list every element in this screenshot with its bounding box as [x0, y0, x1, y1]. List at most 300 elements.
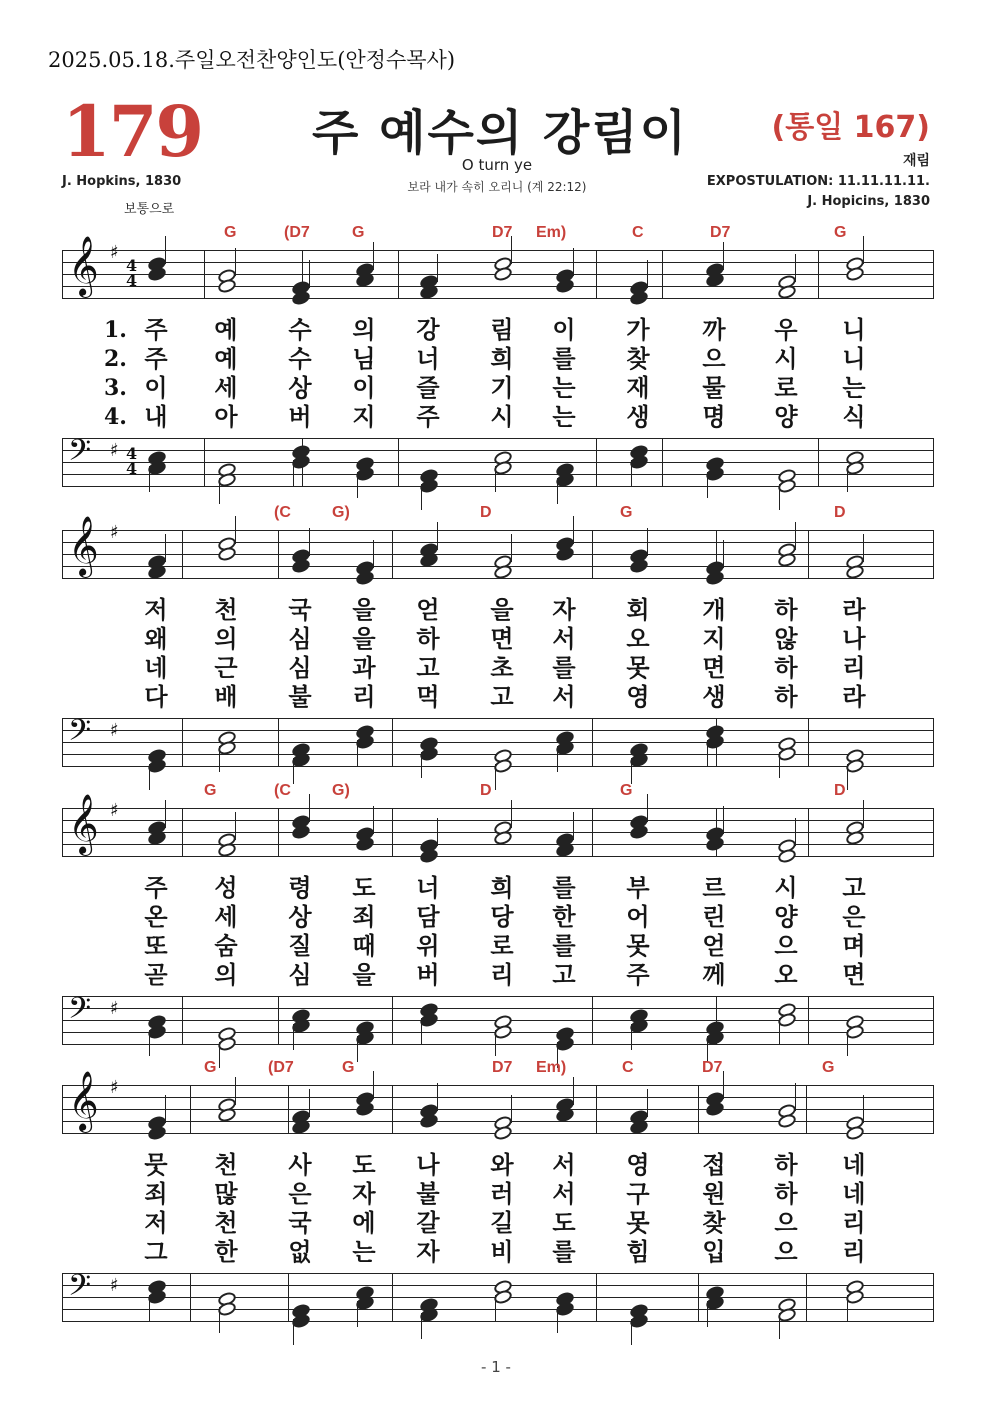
note-stem	[421, 752, 422, 778]
hymn-title: 주 예수의 강림이	[312, 105, 688, 161]
note-stem	[863, 534, 864, 562]
note-stem	[373, 540, 374, 568]
note-stem	[511, 800, 512, 828]
lyric-syllable: 가	[626, 316, 650, 344]
barline	[62, 996, 63, 1044]
lyric-syllable: 개	[702, 596, 726, 624]
lyric-syllable: 며	[842, 932, 866, 960]
lyric-syllable: 의	[214, 961, 238, 989]
note-stem	[557, 478, 558, 504]
note-stem	[437, 522, 438, 550]
lyric-syllable: 네	[842, 1151, 866, 1179]
lyric-syllable: 시	[774, 345, 798, 373]
lyric-syllable: 뭇	[144, 1151, 168, 1179]
note-stem	[437, 254, 438, 282]
lyric-syllable: 천	[214, 596, 238, 624]
barline	[818, 250, 819, 298]
staff-line	[62, 542, 934, 543]
lyric-syllable: 내	[144, 403, 168, 431]
note-stem	[165, 236, 166, 264]
barline	[808, 808, 809, 856]
treble-clef-icon: 𝄞	[68, 1071, 99, 1131]
note-stem	[707, 740, 708, 766]
lyric-syllable: 질	[288, 932, 312, 960]
staff-line	[62, 808, 934, 809]
lyric-syllable: 는	[552, 403, 576, 431]
lyric-syllable: 생	[702, 683, 726, 711]
barline	[596, 1273, 597, 1321]
note-stem	[421, 1313, 422, 1339]
document-title: 2025.05.18.주일오전찬양인도(안정수목사)	[48, 48, 456, 72]
barline	[392, 996, 393, 1044]
note-stem	[723, 540, 724, 568]
staff-line	[62, 1085, 934, 1086]
lyric-syllable: 의	[352, 316, 376, 344]
lyric-syllable: 고	[842, 874, 866, 902]
lyric-syllable: 자	[416, 1238, 440, 1266]
lyric-syllable: 는	[552, 374, 576, 402]
lyric-syllable: 너	[416, 874, 440, 902]
lyric-syllable: 버	[416, 961, 440, 989]
treble-clef-icon: 𝄞	[68, 516, 99, 576]
bass-staff	[62, 992, 934, 1044]
note-stem	[723, 1071, 724, 1099]
lyric-syllable: 힘	[626, 1238, 650, 1266]
key-signature-sharp-icon: ♯	[110, 1275, 119, 1296]
barline	[190, 1273, 191, 1321]
lyric-syllable: 고	[416, 654, 440, 682]
barline	[392, 1085, 393, 1133]
lyric-syllable: 위	[416, 932, 440, 960]
lyric-syllable: 접	[702, 1151, 726, 1179]
note-stem	[219, 746, 220, 772]
lyric-syllable: 로	[774, 374, 798, 402]
bass-staff	[62, 434, 934, 486]
staff-line	[62, 742, 934, 743]
note-stem	[723, 806, 724, 834]
barline	[933, 530, 934, 578]
lyric-syllable: 수	[288, 345, 312, 373]
barline	[392, 718, 393, 766]
lyric-line	[62, 654, 934, 683]
barline	[392, 1273, 393, 1321]
lyric-syllable: 하	[774, 683, 798, 711]
lyric-syllable: 자	[352, 1180, 376, 1208]
lyric-syllable: 왜	[144, 625, 168, 653]
lyric-syllable: 라	[842, 683, 866, 711]
chord-symbol: D	[834, 504, 846, 521]
barline	[933, 808, 934, 856]
tempo-marking: 보통으로	[124, 202, 175, 217]
barline	[933, 1273, 934, 1321]
note-stem	[373, 242, 374, 270]
lyric-syllable: 구	[626, 1180, 650, 1208]
key-signature-sharp-icon: ♯	[110, 440, 119, 461]
barline	[182, 718, 183, 766]
lyric-syllable: 나	[416, 1151, 440, 1179]
note-stem	[795, 254, 796, 282]
lyric-syllable: 을	[352, 961, 376, 989]
lyric-syllable: 지	[702, 625, 726, 653]
barline	[596, 250, 597, 298]
lyric-syllable: 얻	[702, 932, 726, 960]
note-stem	[309, 528, 310, 556]
staff-line	[62, 554, 934, 555]
lyric-syllable: 리	[842, 1238, 866, 1266]
lyric-syllable: 심	[288, 961, 312, 989]
note-stem	[863, 236, 864, 264]
note-stem	[309, 794, 310, 822]
lyric-syllable: 죄	[352, 903, 376, 931]
bass-clef-icon: 𝄢	[68, 1269, 92, 1310]
barline	[62, 530, 63, 578]
note-stem	[293, 758, 294, 784]
lyric-syllable: 회	[626, 596, 650, 624]
lyric-syllable: 숨	[214, 932, 238, 960]
lyric-syllable: 이	[552, 316, 576, 344]
chord-symbol: G	[620, 504, 633, 521]
barline	[698, 1273, 699, 1321]
lyric-line	[62, 903, 934, 932]
note-stem	[707, 1301, 708, 1327]
barline	[278, 718, 279, 766]
lyric-syllable: 오	[626, 625, 650, 653]
lyric-line	[62, 403, 934, 432]
lyric-syllable: 시	[490, 403, 514, 431]
lyric-syllable: 상	[288, 374, 312, 402]
note-stem	[149, 1030, 150, 1056]
barline	[808, 996, 809, 1044]
scripture-reference: 보라 내가 속히 오리니 (계 22:12)	[407, 180, 587, 194]
lyric-syllable: 으	[774, 932, 798, 960]
chord-symbol: G	[822, 1059, 835, 1076]
treble-clef-icon: 𝄞	[68, 794, 99, 854]
lyric-syllable: 때	[352, 932, 376, 960]
barline	[204, 250, 205, 298]
treble-staff	[62, 1071, 934, 1133]
note-stem	[847, 466, 848, 492]
note-stem	[847, 1295, 848, 1321]
staff-line	[62, 450, 934, 451]
treble-staff	[62, 236, 934, 298]
note-stem	[707, 472, 708, 498]
chord-symbol: (C	[274, 504, 291, 521]
lyric-syllable: 린	[702, 903, 726, 931]
lyric-syllable: 물	[702, 374, 726, 402]
lyric-syllable: 도	[552, 1209, 576, 1237]
lyric-syllable: 식	[842, 403, 866, 431]
lyric-syllable: 니	[842, 316, 866, 344]
lyric-syllable: 비	[490, 1238, 514, 1266]
lyric-syllable: 국	[288, 1209, 312, 1237]
note-stem	[795, 522, 796, 550]
note-stem	[235, 516, 236, 544]
lyric-syllable: 한	[214, 1238, 238, 1266]
lyric-syllable: 갈	[416, 1209, 440, 1237]
note-stem	[357, 740, 358, 766]
lyrics-block	[62, 316, 934, 432]
note-stem	[631, 758, 632, 784]
lyric-syllable: 찾	[626, 345, 650, 373]
lyric-line	[62, 316, 934, 345]
lyric-syllable: 먹	[416, 683, 440, 711]
barline	[933, 718, 934, 766]
lyric-syllable: 과	[352, 654, 376, 682]
staff-line	[62, 1273, 934, 1274]
note-stem	[573, 1077, 574, 1105]
meter: EXPOSTULATION: 11.11.11.11.	[706, 174, 930, 189]
lyrics-block	[62, 596, 934, 712]
lyric-syllable: 자	[552, 596, 576, 624]
staff-line	[62, 718, 934, 719]
barline	[933, 438, 934, 486]
lyric-syllable: 죄	[144, 1180, 168, 1208]
lyric-syllable: 성	[214, 874, 238, 902]
note-stem	[235, 812, 236, 840]
note-stem	[631, 1024, 632, 1050]
lyric-syllable: 온	[144, 903, 168, 931]
lyric-line	[62, 345, 934, 374]
chord-symbol: G	[224, 224, 237, 241]
lyric-syllable: 못	[626, 1209, 650, 1237]
barline	[933, 250, 934, 298]
lyric-syllable: 버	[288, 403, 312, 431]
note-stem	[293, 1319, 294, 1345]
key-signature-sharp-icon: ♯	[110, 998, 119, 1019]
verse-number: 3.	[104, 375, 127, 401]
staff-line	[62, 486, 934, 487]
lyric-syllable: 에	[352, 1209, 376, 1237]
lyric-syllable: 저	[144, 1209, 168, 1237]
note-stem	[437, 818, 438, 846]
lyric-syllable: 주	[144, 345, 168, 373]
barline	[182, 808, 183, 856]
lyric-line	[62, 961, 934, 990]
barline	[62, 808, 63, 856]
lyric-syllable: 기	[490, 374, 514, 402]
lyric-syllable: 없	[288, 1238, 312, 1266]
staff-line	[62, 286, 934, 287]
barline	[662, 250, 663, 298]
hymn-number: 179	[62, 90, 203, 173]
note-stem	[647, 1089, 648, 1117]
lyric-line	[62, 683, 934, 712]
lyric-syllable: 이	[352, 374, 376, 402]
lyric-syllable: 서	[552, 625, 576, 653]
lyric-syllable: 까	[702, 316, 726, 344]
barline	[288, 1273, 289, 1321]
lyric-syllable: 리	[842, 654, 866, 682]
lyric-syllable: 원	[702, 1180, 726, 1208]
note-stem	[573, 248, 574, 276]
staff-line	[62, 438, 934, 439]
barline	[398, 250, 399, 298]
lyric-syllable: 불	[288, 683, 312, 711]
music-system	[62, 224, 934, 494]
barline	[818, 438, 819, 486]
lyric-syllable: 담	[416, 903, 440, 931]
chord-symbol: C	[632, 224, 644, 241]
barline	[806, 1273, 807, 1321]
lyric-syllable: 시	[774, 874, 798, 902]
staff-line	[62, 250, 934, 251]
lyric-syllable: 영	[626, 1151, 650, 1179]
lyric-syllable: 입	[702, 1238, 726, 1266]
music-system	[62, 782, 934, 1052]
note-stem	[219, 1307, 220, 1333]
barline	[392, 808, 393, 856]
lyric-syllable: 상	[288, 903, 312, 931]
key-signature-sharp-icon: ♯	[110, 242, 119, 263]
lyric-syllable: 리	[352, 683, 376, 711]
verse-number: 2.	[104, 346, 127, 372]
chord-symbol: D	[480, 504, 492, 521]
lyric-syllable: 얻	[416, 596, 440, 624]
note-stem	[357, 1301, 358, 1327]
lyrics-block	[62, 1151, 934, 1267]
lyric-line	[62, 932, 934, 961]
lyric-syllable: 라	[842, 596, 866, 624]
barline	[392, 530, 393, 578]
staff-line	[62, 1008, 934, 1009]
lyric-syllable: 어	[626, 903, 650, 931]
staff-line	[62, 1044, 934, 1045]
barline	[190, 1085, 191, 1133]
lyric-syllable: 면	[702, 654, 726, 682]
lyric-syllable: 는	[842, 374, 866, 402]
chord-symbol: D	[480, 782, 492, 799]
lyricist: J. Hopkins, 1830	[62, 174, 182, 189]
lyric-syllable: 를	[552, 1238, 576, 1266]
lyric-syllable: 아	[214, 403, 238, 431]
lyric-syllable: 세	[214, 374, 238, 402]
key-signature-sharp-icon: ♯	[110, 800, 119, 821]
barline	[592, 996, 593, 1044]
key-signature-sharp-icon: ♯	[110, 1077, 119, 1098]
lyric-syllable: 고	[490, 683, 514, 711]
chord-symbol: Em)	[536, 224, 567, 241]
note-stem	[149, 1295, 150, 1321]
lyric-syllable: 나	[842, 625, 866, 653]
lyric-syllable: 심	[288, 654, 312, 682]
page-number: - 1 -	[481, 1358, 511, 1376]
key-signature-sharp-icon: ♯	[110, 522, 119, 543]
note-stem	[557, 746, 558, 772]
lyric-syllable: 네	[144, 654, 168, 682]
lyric-syllable: 니	[842, 345, 866, 373]
lyric-syllable: 면	[490, 625, 514, 653]
lyric-line	[62, 874, 934, 903]
lyric-syllable: 면	[842, 961, 866, 989]
note-stem	[165, 800, 166, 828]
staff-line	[62, 1309, 934, 1310]
lyric-syllable: 를	[552, 345, 576, 373]
lyric-syllable: 으	[774, 1209, 798, 1237]
note-stem	[573, 812, 574, 840]
lyric-syllable: 림	[490, 316, 514, 344]
chord-symbol: (D7	[284, 224, 310, 241]
lyric-syllable: 국	[288, 596, 312, 624]
lyric-syllable: 서	[552, 683, 576, 711]
note-stem	[219, 478, 220, 504]
lyric-syllable: 도	[352, 874, 376, 902]
barline	[278, 530, 279, 578]
barline	[933, 1085, 934, 1133]
lyric-syllable: 주	[416, 403, 440, 431]
barline	[62, 718, 63, 766]
note-stem	[235, 1077, 236, 1105]
lyric-syllable: 희	[490, 345, 514, 373]
barline	[596, 438, 597, 486]
lyric-line	[62, 625, 934, 654]
barline	[662, 438, 663, 486]
lyric-syllable: 심	[288, 625, 312, 653]
note-stem	[631, 1319, 632, 1345]
composer: J. Hopicins, 1830	[807, 194, 930, 209]
lyric-syllable: 천	[214, 1151, 238, 1179]
note-stem	[373, 806, 374, 834]
note-stem	[511, 1095, 512, 1123]
lyric-syllable: 이	[144, 374, 168, 402]
lyric-syllable: 사	[288, 1151, 312, 1179]
music-system	[62, 1059, 934, 1329]
lyric-syllable: 지	[352, 403, 376, 431]
lyric-syllable: 부	[626, 874, 650, 902]
note-stem	[495, 466, 496, 492]
lyric-syllable: 않	[774, 625, 798, 653]
chord-symbol: D7	[492, 224, 513, 241]
lyric-syllable: 당	[490, 903, 514, 931]
lyric-syllable: 를	[552, 932, 576, 960]
lyric-syllable: 도	[352, 1151, 376, 1179]
chord-symbol: G	[834, 224, 847, 241]
barline	[62, 250, 63, 298]
lyric-syllable: 근	[214, 654, 238, 682]
lyric-syllable: 찾	[702, 1209, 726, 1237]
lyric-syllable: 하	[774, 596, 798, 624]
lyric-syllable: 많	[214, 1180, 238, 1208]
note-stem	[165, 1095, 166, 1123]
lyric-syllable: 은	[288, 1180, 312, 1208]
barline	[592, 808, 593, 856]
note-stem	[647, 794, 648, 822]
bass-clef-icon: 𝄢	[68, 714, 92, 755]
staff-line	[62, 1109, 934, 1110]
staff-line	[62, 530, 934, 531]
lyric-syllable: 초	[490, 654, 514, 682]
lyric-syllable: 우	[774, 316, 798, 344]
note-stem	[647, 260, 648, 288]
lyric-syllable: 령	[288, 874, 312, 902]
lyric-syllable: 희	[490, 874, 514, 902]
note-stem	[795, 818, 796, 846]
lyric-syllable: 또	[144, 932, 168, 960]
treble-clef-icon: 𝄞	[68, 236, 99, 296]
barline	[182, 530, 183, 578]
lyric-syllable: 님	[352, 345, 376, 373]
verse-number: 4.	[104, 404, 127, 430]
lyric-syllable: 수	[288, 316, 312, 344]
lyric-syllable: 너	[416, 345, 440, 373]
note-stem	[511, 534, 512, 562]
note-stem	[235, 248, 236, 276]
lyric-syllable: 주	[626, 961, 650, 989]
lyric-syllable: 강	[416, 316, 440, 344]
staff-line	[62, 1321, 934, 1322]
barline	[808, 718, 809, 766]
key-signature-sharp-icon: ♯	[110, 720, 119, 741]
lyric-syllable: 하	[774, 654, 798, 682]
